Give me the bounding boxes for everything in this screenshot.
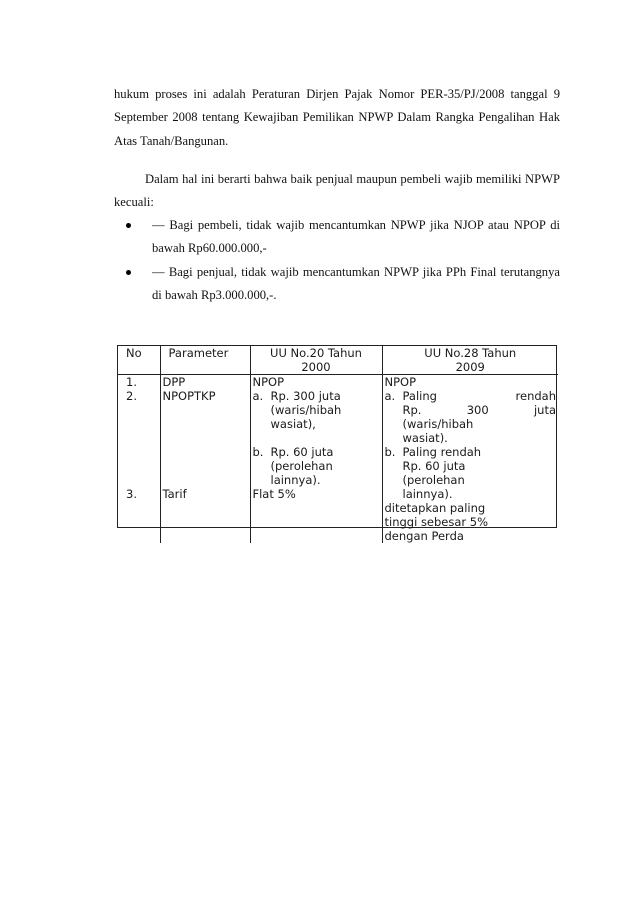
uu28-values: NPOP a. Paling rendah Rp. 300 juta (waris/hibah wasiat). b. Paling rendah Rp. 60 juta (perolehan lainnya). ditetapkan paling tinggi sebesar 5% dengan Perda bbox=[382, 375, 558, 544]
exception-list bbox=[114, 214, 560, 308]
tax-comparison-table bbox=[117, 345, 557, 543]
header-uu20: UU No.20 Tahun 2000 bbox=[250, 346, 382, 375]
table-row bbox=[118, 375, 558, 544]
header-uu28: UU No.28 Tahun 2009 bbox=[382, 346, 558, 375]
bullet-icon bbox=[126, 270, 131, 275]
paragraph-npwp-requirement: Dalam hal ini berarti bahwa baik penjual maupun pembeli wajib memiliki NPWP kecuali: bbox=[114, 171, 560, 210]
bullet-text: — Bagi pembeli, tidak wajib mencantumkan NPWP jika NJOP atau NPOP di bawah Rp60.000.000,- bbox=[152, 218, 560, 255]
table-header-row bbox=[118, 346, 558, 375]
paragraph-legal-basis: hukum proses ini adalah Peraturan Dirjen Pajak Nomor PER-35/PJ/2008 tanggal 9 September 2008 tentang Kewajiban Pemilikan NPWP Dalam Rangka Pengalihan Hak Atas Tanah/Bangunan. bbox=[114, 86, 560, 148]
row-parameters: DPP NPOPTKP Tarif bbox=[160, 375, 250, 544]
list-item bbox=[114, 214, 560, 260]
bullet-icon bbox=[126, 223, 131, 228]
row-numbers: 1. 2. 3. bbox=[126, 375, 137, 501]
list-item bbox=[114, 261, 560, 307]
header-no: No bbox=[118, 346, 160, 375]
bullet-text: — Bagi penjual, tidak wajib mencantumkan NPWP jika PPh Final terutangnya di bawah Rp3.000.000,-. bbox=[152, 265, 560, 302]
header-parameter: Parameter bbox=[160, 346, 250, 375]
uu20-values: NPOP a. Rp. 300 juta (waris/hibah wasiat), b. Rp. 60 juta (perolehan lainnya). Flat 5% bbox=[250, 375, 382, 544]
